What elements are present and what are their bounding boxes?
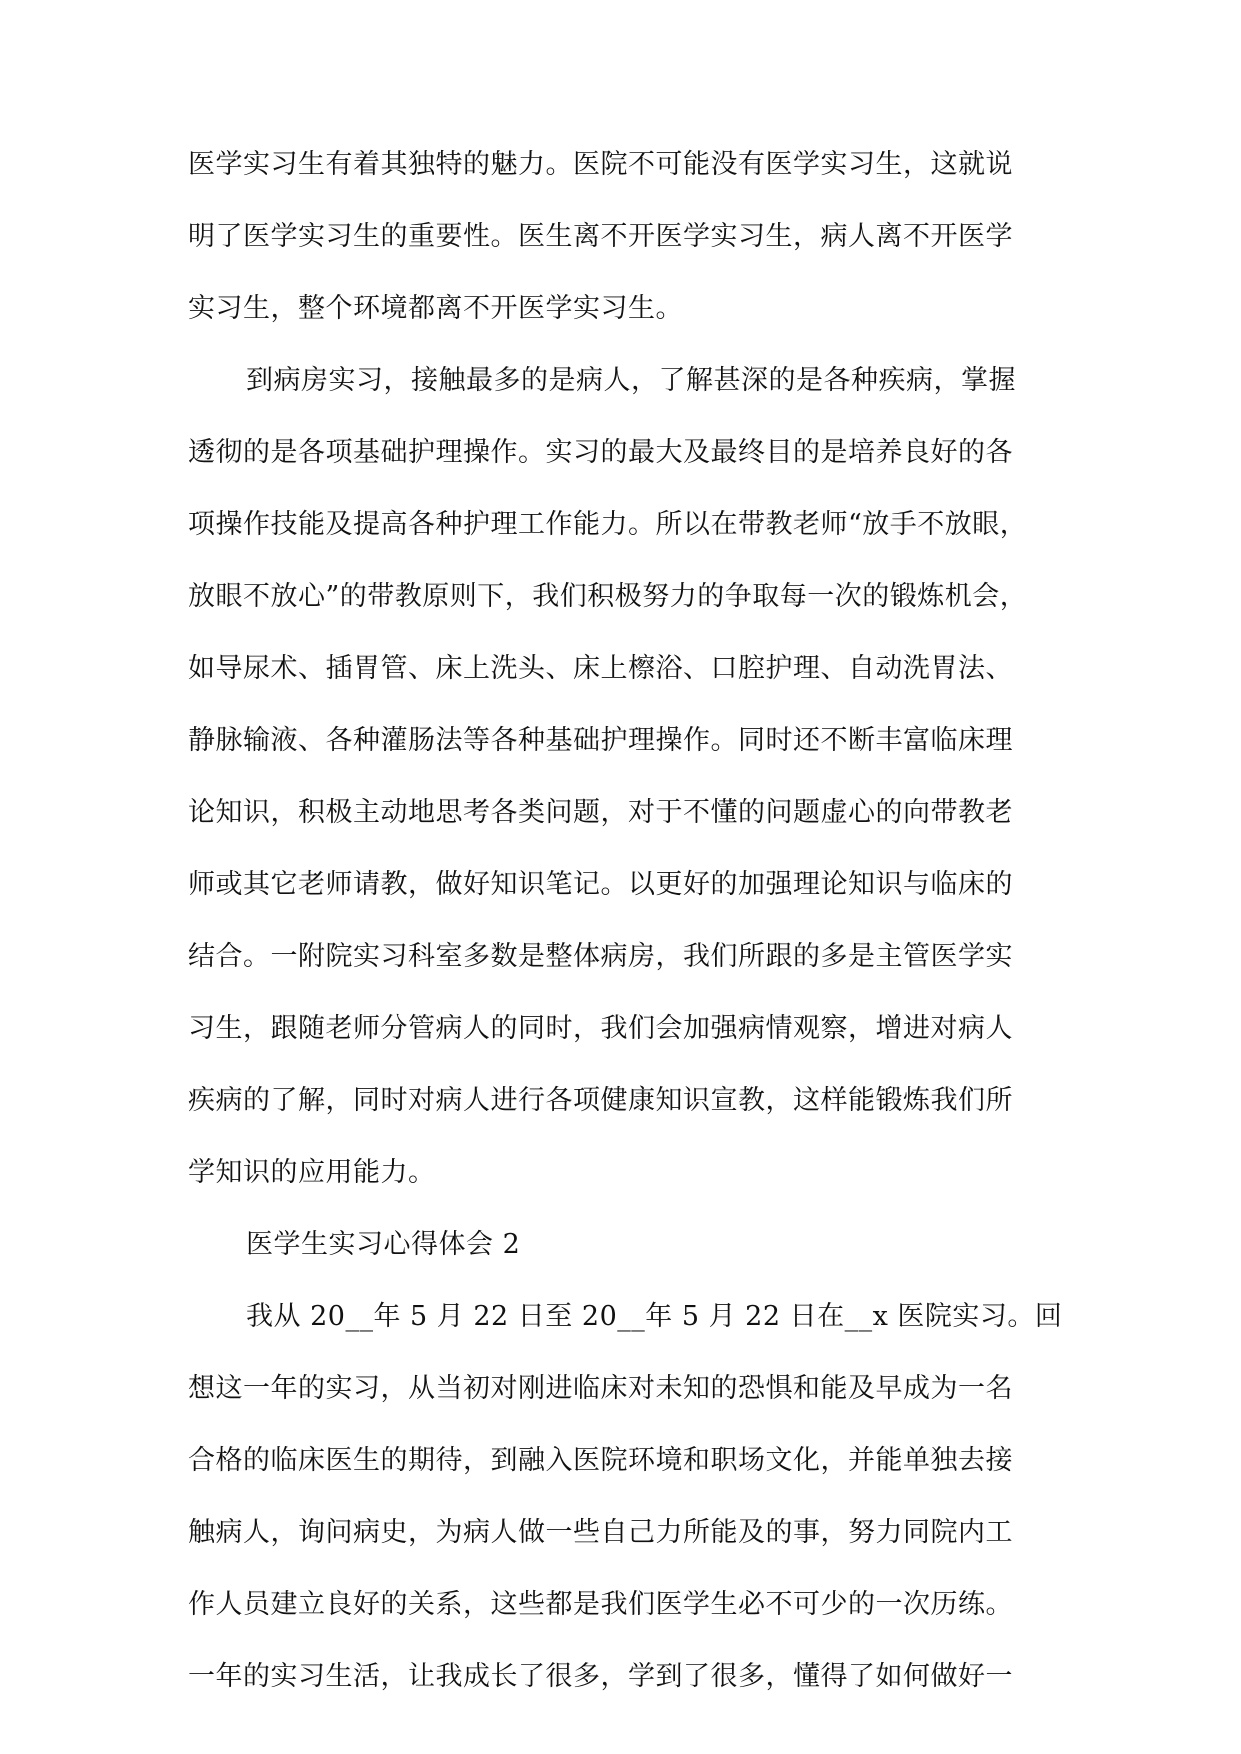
text-line: 明了医学实习生的重要性。医生离不开医学实习生，病人离不开医学 [188, 221, 1013, 252]
text-line: 论知识，积极主动地思考各类问题，对于不懂的问题虚心的向带教老 [188, 797, 1013, 828]
text-line: 习生，跟随老师分管病人的同时，我们会加强病情观察，增进对病人 [188, 1013, 1013, 1044]
text-line: 师或其它老师请教，做好知识笔记。以更好的加强理论知识与临床的 [188, 869, 1013, 900]
text-line: 医学实习生有着其独特的魅力。医院不可能没有医学实习生，这就说 [188, 149, 1013, 180]
text-line: 疾病的了解，同时对病人进行各项健康知识宣教，这样能锻炼我们所 [188, 1085, 1013, 1116]
text-line: 项操作技能及提高各种护理工作能力。所以在带教老师“放手不放眼， [188, 509, 1028, 540]
text-line: 我从 20__年 5 月 22 日至 20__年 5 月 22 日在__x 医院实习。回 [246, 1301, 1063, 1332]
text-line: 到病房实习，接触最多的是病人，了解甚深的是各种疾病，掌握 [246, 365, 1016, 396]
text-line: 透彻的是各项基础护理操作。实习的最大及最终目的是培养良好的各 [188, 437, 1013, 468]
text-line: 学知识的应用能力。 [188, 1157, 436, 1188]
text-line: 静脉输液、各种灌肠法等各种基础护理操作。同时还不断丰富临床理 [188, 725, 1013, 756]
text-line: 作人员建立良好的关系，这些都是我们医学生必不可少的一次历练。 [188, 1589, 1013, 1620]
text-line: 如导尿术、插胃管、床上洗头、床上檫浴、口腔护理、自动洗胃法、 [188, 653, 1013, 684]
text-line: 触病人，询问病史，为病人做一些自己力所能及的事，努力同院内工 [188, 1517, 1013, 1548]
section-heading: 医学生实习心得体会 2 [246, 1229, 521, 1260]
text-line: 结合。一附院实习科室多数是整体病房，我们所跟的多是主管医学实 [188, 941, 1013, 972]
text-line: 放眼不放心”的带教原则下，我们积极努力的争取每一次的锻炼机会， [188, 581, 1028, 612]
text-line: 合格的临床医生的期待，到融入医院环境和职场文化，并能单独去接 [188, 1445, 1013, 1476]
text-line: 想这一年的实习，从当初对刚进临床对未知的恐惧和能及早成为一名 [188, 1373, 1013, 1404]
text-line: 实习生，整个环境都离不开医学实习生。 [188, 293, 683, 324]
text-line: 一年的实习生活，让我成长了很多，学到了很多，懂得了如何做好一 [188, 1661, 1013, 1692]
